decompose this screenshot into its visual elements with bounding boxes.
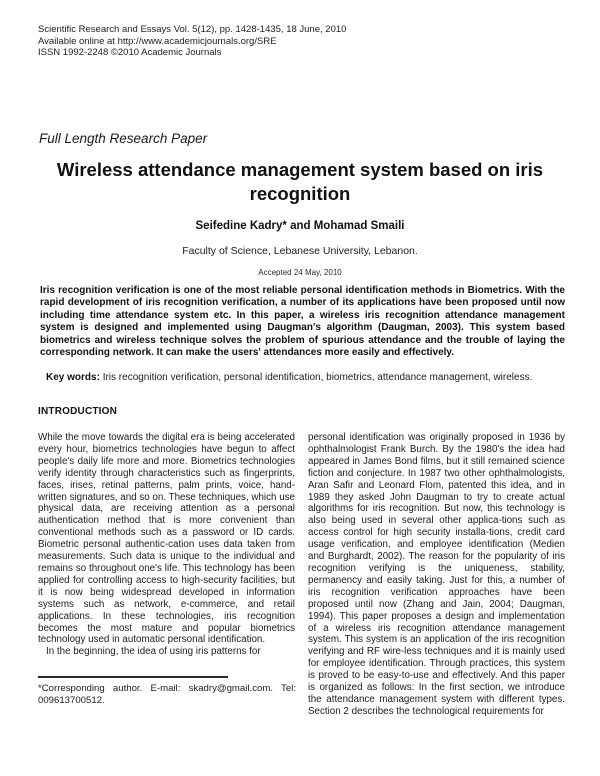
article-type-label: Full Length Research Paper (39, 131, 208, 146)
footnote-block (38, 676, 296, 707)
intro-paragraph-2: In the beginning, the idea of using iris patterns for (46, 646, 261, 658)
keywords-text: Iris recognition verification, personal identification, biometrics, attendance management, wireless. (102, 372, 533, 383)
journal-header-line-1: Scientific Research and Essays Vol. 5(12), pp. 1428-1435, 18 June, 2010 (38, 24, 347, 35)
journal-header-line-3: ISSN 1992-2248 ©2010 Academic Journals (38, 47, 222, 59)
intro-paragraph-1: While the move towards the digital era is being accelerated every hour, biometrics technologies have begun to affect people's daily life more and more. Biometrics technologies verify identity through characteristics such as fingerprints, faces, irises, retinal patterns, palm prints, voice, hand-written signatures, and so on. These techniques, which use physical data, are receiving attention as a personal authentication method that is more convenient than conventional methods such as a password or ID cards. Biometric personal authentic-cation uses data taken from measurements. Such data is unique to the individual and remains so throughout one's life. This technology has been applied for controlling access to high-security facilities, but it is now being widespread developed in information systems such as network, e-commerce, and retail applications. In these technologies, iris recognition becomes the most mature and popular biometrics technology used in automatic personal identification. (38, 432, 295, 646)
journal-header (38, 24, 346, 59)
right-column (308, 406, 565, 718)
abstract-text: Iris recognition verification is one of the most reliable personal identification methods in Biometrics. With the rapid development of iris recognition verification, a number of its applications have been proposed until now including time attendance system etc. In this paper, a wireless iris recognition attendance management system is designed and implemented using Daugman's algorithm (Daugman, 2003). This system based biometrics and wireless technique solves the problem of spurious attendance and the trouble of laying the corresponding network. It can make the users' attendances more easily and effectively. (40, 285, 565, 359)
section-heading-introduction: INTRODUCTION (38, 406, 118, 417)
journal-header-line-2: Available online at http://www.academicjournals.org/SRE (38, 35, 277, 47)
accepted-date: Accepted 24 May, 2010 (258, 268, 342, 277)
corresponding-author-note: *Corresponding author. E-mail: skadry@gmail.com. Tel: 009613700512. (38, 683, 296, 706)
paper-title: Wireless attendance management system based on iris recognition (56, 159, 544, 204)
keywords-line (46, 372, 565, 384)
authors-line: Seifedine Kadry* and Mohamad Smaili (195, 220, 405, 232)
left-column (38, 406, 295, 718)
body-columns (38, 406, 565, 718)
affiliation-line: Faculty of Science, Lebanese University, Lebanon. (182, 245, 418, 257)
keywords-label: Key words: (46, 372, 100, 383)
footnote-rule (38, 676, 228, 678)
intro-paragraph-3: personal identification was originally proposed in 1936 by ophthalmologist Frank Burch. By the 1980's the idea had appeared in James Bond films, but it still remained science fiction and conjecture. In 1987 two other ophthalmologists, Aran Safir and Leonard Flom, patented this idea, and in 1989 they asked John Daugman to try to create actual algorithms for iris recognition. But now, this technology is also being used in several other applica-tions such as access control for high security installa-tions, credit card usage verification, and employee identification (Medien and Burghardt, 2002). The reason for the popularity of iris recognition verifying is the uniqueness, stability, permanency and easily taking. Just for this, a number of iris recognition verification approaches have been proposed until now (Zhang and Jain, 2004; Daugman, 1994). This paper proposes a design and implementation of a wireless iris recognition attendance management system. This system is an application of the iris recognition verifying and RF wire-less techniques and it is mainly used for employee identification. Through practices, this system is proved to be easy-to-use and effectively. And this paper is organized as follows: In the first section, we introduce the attendance management system with different types. Section 2 describes the technological requirements for (308, 432, 565, 717)
